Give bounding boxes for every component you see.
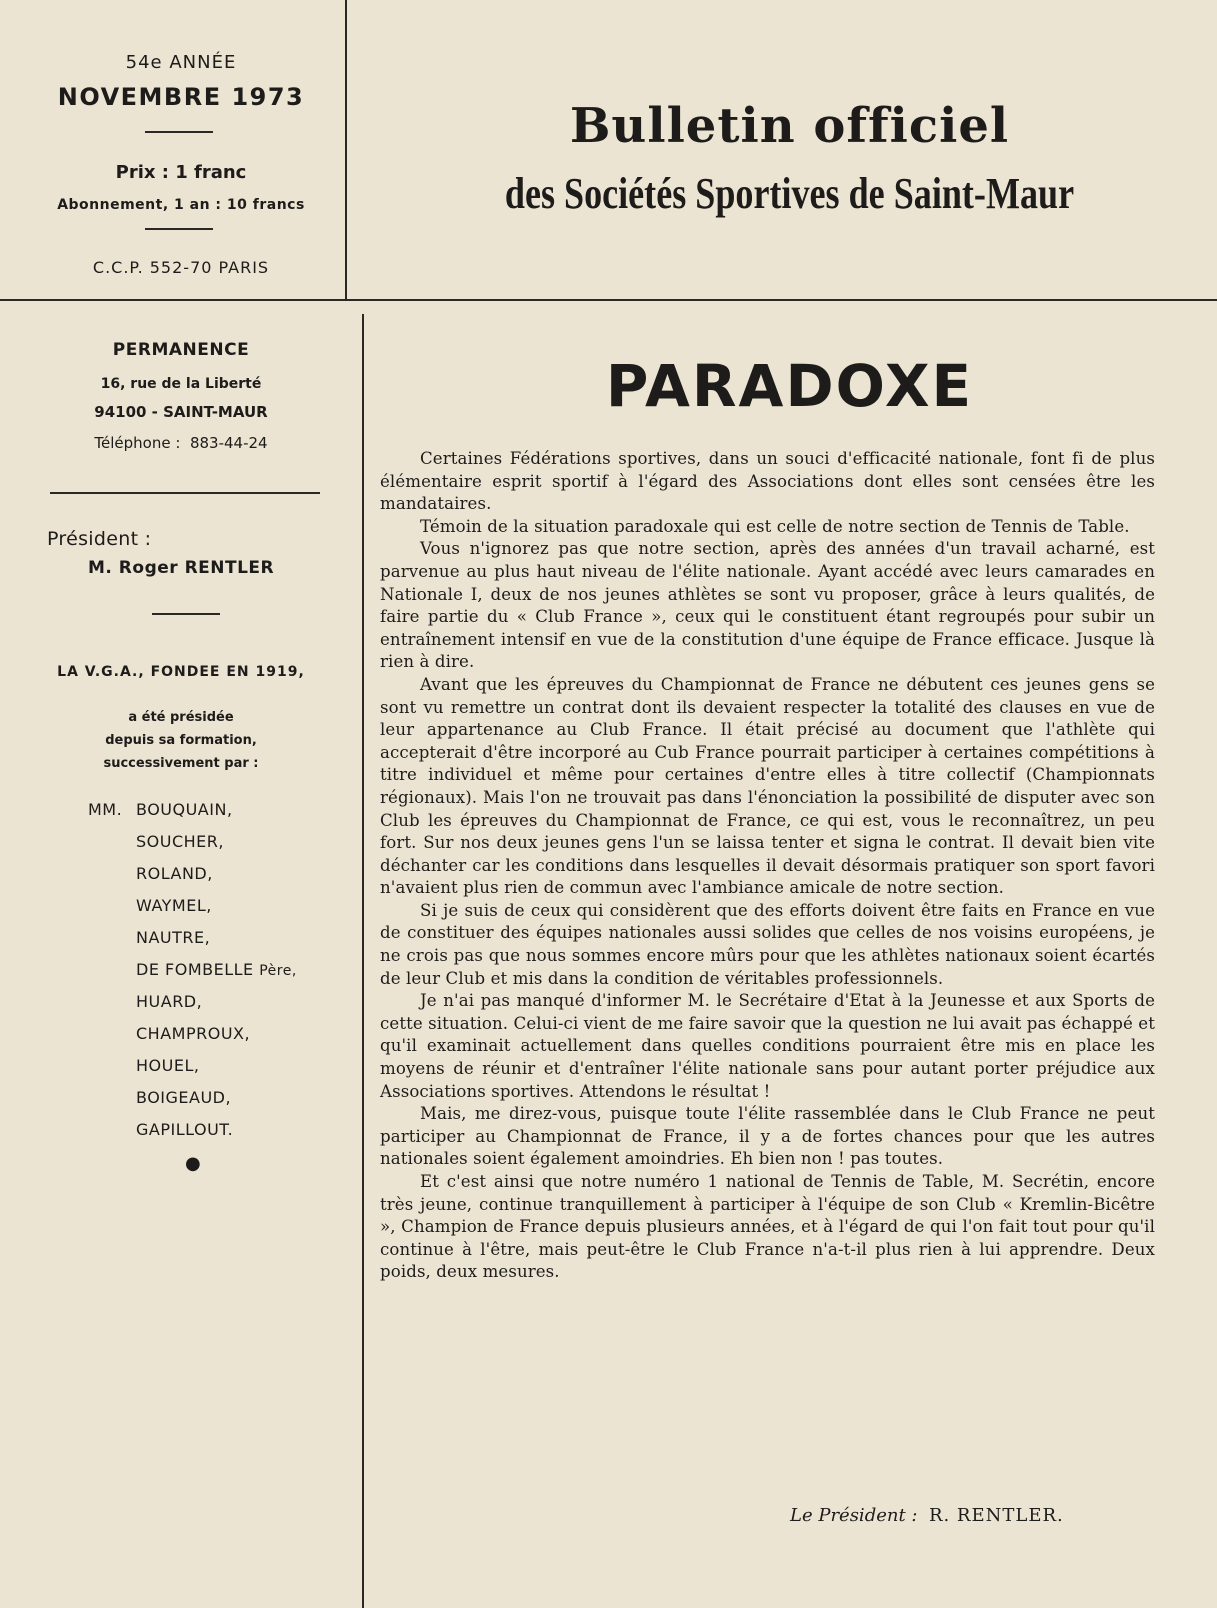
- phone-label: Téléphone :: [94, 434, 181, 452]
- signature-role: Le Président :: [790, 1505, 918, 1526]
- office-heading: PERMANENCE: [112, 340, 250, 360]
- bullet-icon: ●: [185, 1153, 202, 1174]
- price: Prix : 1 franc: [115, 162, 247, 183]
- subscription: Abonnement, 1 an : 10 francs: [57, 197, 305, 213]
- president-list-item: [136, 960, 297, 979]
- column-divider-rule: [362, 314, 364, 1608]
- president-list-item: HOUEL,: [136, 1056, 200, 1075]
- article-paragraph: Témoin de la situation paradoxale qui est celle de notre section de Tennis de Table.: [420, 516, 1130, 536]
- president-name-text: DE FOMBELLE: [136, 960, 254, 979]
- president-list-item: BOUQUAIN,: [136, 800, 233, 819]
- article-paragraph: Avant que les épreuves du Championnat de France ne débutent ces jeunes gens se sont vu remettre un contrat dont ils devaient respecter la totalité des clauses en vue de leur appartenance au Club France. Il était précisé au document que l'athlète qui accepterait d'être incorporé au Cub France pourrait participer à certaines compétitions à titre individuel et même pour certaines d'entre elles à titre collectif (Championnats régionaux). Mais l'on ne trouvait pas dans l'énonciation la possibilité de disputer avec son Club les épreuves du Championnat de France, ce qui est, vous le reconnaîtrez, un peu fort. Sur nos deux jeunes gens l'un se laissa tenter et signa le contrat. Il devait bien vite déchanter car les conditions dans lesquelles il devait désormais pratiquer son sport favori n'avaient plus rien de commun avec l'ambiance amicale de notre section.: [380, 674, 1155, 898]
- office-phone: [0, 434, 362, 452]
- president-name-suffix: Père,: [259, 963, 297, 979]
- article-paragraph: Si je suis de ceux qui considèrent que des efforts doivent être faits en France en vue de constituer des équipes nationales aussi solides que celles de nos voisins européens, je ne crois pas que nous sommes encore mûrs pour que les athlètes nationaux soient écartés de leur Club et mis dans la condition de véritables professionnels.: [380, 900, 1155, 988]
- phone-number: 883-44-24: [189, 434, 268, 452]
- article-paragraph: Mais, me direz-vous, puisque toute l'élite rassemblée dans le Club France ne peut participer au Championnat de France, il y a de fortes chances pour que les autres nationales soient également amoindries. Eh bien non ! pas toutes.: [380, 1104, 1155, 1169]
- vga-heading: LA V.G.A., FONDEE EN 1919,: [57, 664, 305, 680]
- ccp-account: C.C.P. 552-70 PARIS: [92, 258, 270, 277]
- article-body: [380, 448, 1155, 1284]
- vga-line: depuis sa formation,: [105, 733, 257, 748]
- president-label: Président :: [47, 528, 152, 550]
- article-paragraph: Vous n'ignorez pas que notre section, après des années d'un travail acharné, est parvenue au plus haut niveau de l'élite nationale. Ayant accédé avec leurs camarades en Nationale I, deux de nos jeunes athlètes se sont vu proposer, grâce à leurs qualités, de faire partie du « Club France », ceux qui le constituent étant regroupés pour subir un entraînement intensif en vue de la constitution d'une équipe de France efficace. Jusque là rien à dire.: [380, 539, 1155, 672]
- president-list-item: CHAMPROUX,: [136, 1024, 251, 1043]
- divider: [152, 613, 220, 615]
- issue-date: NOVEMBRE 1973: [57, 83, 305, 111]
- president-name: M. Roger RENTLER: [88, 558, 275, 578]
- bulletin-title: Bulletin officiel: [569, 98, 1010, 154]
- article-headline: PARADOXE: [605, 352, 974, 420]
- president-list-item: HUARD,: [136, 992, 203, 1011]
- office-city: 94100 - SAINT-MAUR: [94, 403, 268, 421]
- sidebar-rule: [50, 492, 320, 494]
- president-list-item: BOIGEAUD,: [136, 1088, 232, 1107]
- divider: [145, 228, 213, 230]
- president-list-item: WAYMEL,: [136, 896, 212, 915]
- vga-line: a été présidée: [128, 710, 234, 725]
- president-list-item: SOUCHER,: [136, 832, 224, 851]
- article-paragraph: Certaines Fédérations sportives, dans un souci d'efficacité nationale, font fi de plus élémentaire esprit sportif à l'égard des Associations dont elles sont censées être les mandataires.: [380, 449, 1155, 514]
- office-street: 16, rue de la Liberté: [100, 376, 262, 392]
- signature: [790, 1505, 1064, 1526]
- bulletin-subtitle: des Sociétés Sportives de Saint-Maur: [504, 169, 1075, 218]
- president-list-item: NAUTRE,: [136, 928, 211, 947]
- masthead-bottom-rule: [0, 299, 1217, 301]
- masthead-vertical-rule: [345, 0, 347, 300]
- article-paragraph: Je n'ai pas manqué d'informer M. le Secrétaire d'Etat à la Jeunesse et aux Sports de cette situation. Celui-ci vient de me faire savoir que la question ne lui avait pas échappé et qu'il examinait actuellement dans quelles conditions pourraient être mis en place les moyens de réunir et d'entraîner l'élite nationale sans pour autant porter préjudice aux Associations sportives. Attendons le résultat !: [380, 991, 1155, 1101]
- signature-name: R. RENTLER.: [928, 1505, 1064, 1526]
- issue-year: 54e ANNÉE: [125, 52, 237, 73]
- names-prefix: MM.: [88, 800, 123, 819]
- vga-line: successivement par :: [103, 756, 259, 771]
- president-list-item: ROLAND,: [136, 864, 213, 883]
- article-paragraph: Et c'est ainsi que notre numéro 1 national de Tennis de Table, M. Secrétin, encore très jeune, continue tranquillement à participer à l'équipe de son Club « Kremlin-Bicêtre », Champion de France depuis plusieurs années, et à l'égard de qui l'on fait tout pour qu'il continue à l'être, mais peut-être le Club France n'a-t-il plus rien à lui apprendre. Deux poids, deux mesures.: [380, 1172, 1155, 1282]
- divider: [145, 131, 213, 133]
- president-list-item: GAPILLOUT.: [136, 1120, 234, 1139]
